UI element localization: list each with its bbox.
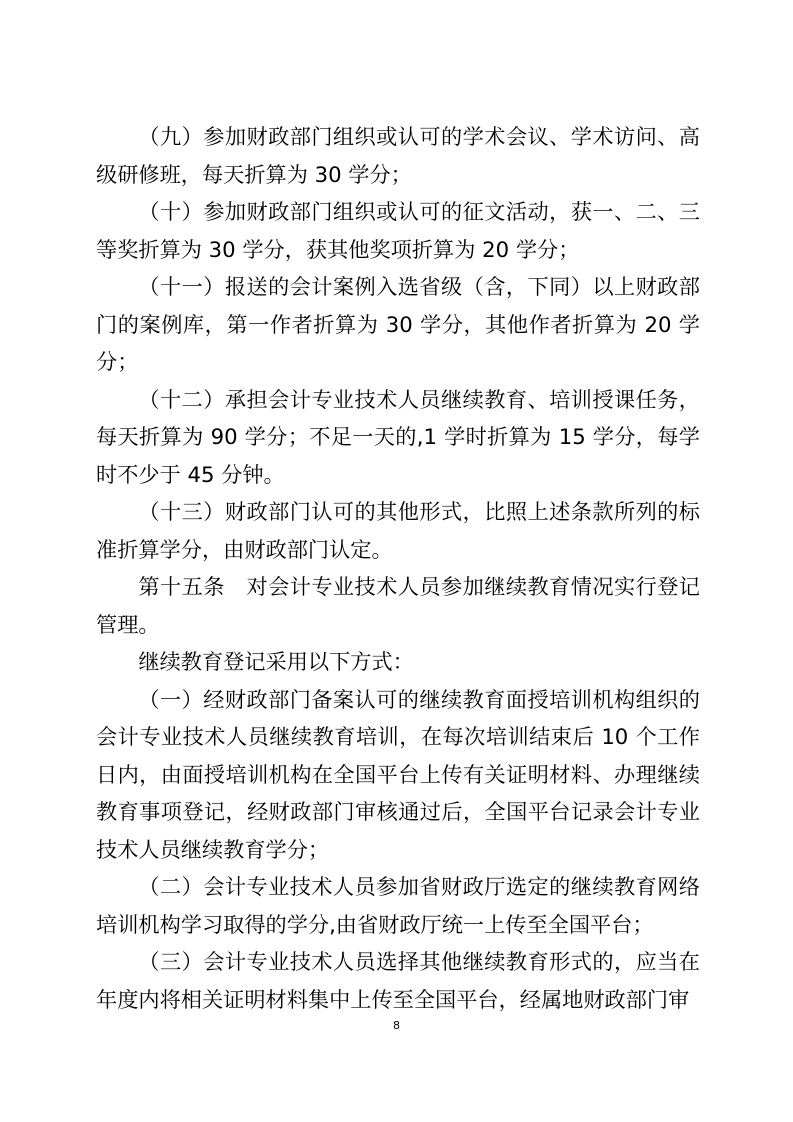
registration-method-2: （二）会计专业技术人员参加省财政厅选定的继续教育网络培训机构学习取得的学分,由省财政厅统一上传至全国平台；: [96, 874, 700, 937]
paragraph-item-9: （九）参加财政部门组织或认可的学术会议、学术访问、高级研修班，每天折算为 30 学分；: [96, 124, 700, 187]
registration-method-1: （一）经财政部门备案认可的继续教育面授培训机构组织的会计专业技术人员继续教育培训，在每次培训结束后 10 个工作日内，由面授培训机构在全国平台上传有关证明材料、办理继续教育事项登记，经财政部门审核通过后，全国平台记录会计专业技术人员继续教育学分；: [96, 686, 700, 862]
document-body: [96, 118, 700, 1018]
article-15-heading: 第十五条 对会计专业技术人员参加继续教育情况实行登记管理。: [96, 574, 700, 637]
paragraph-item-11: （十一）报送的会计案例入选省级（含，下同）以上财政部门的案例库，第一作者折算为 30 学分，其他作者折算为 20 学分；: [96, 274, 700, 374]
page-number: 8: [393, 1019, 400, 1032]
paragraph-item-13: （十三）财政部门认可的其他形式，比照上述条款所列的标准折算学分，由财政部门认定。: [96, 499, 700, 562]
registration-intro: 继续教育登记采用以下方式：: [138, 649, 414, 674]
registration-method-3: （三）会计专业技术人员选择其他继续教育形式的，应当在年度内将相关证明材料集中上传至全国平台，经属地财政部门审: [96, 949, 700, 1012]
paragraph-item-12: （十二）承担会计专业技术人员继续教育、培训授课任务，每天折算为 90 学分；不足一天的,1 学时折算为 15 学分，每学时不少于 45 分钟。: [96, 386, 700, 487]
paragraph-item-10: （十）参加财政部门组织或认可的征文活动，获一、二、三等奖折算为 30 学分，获其他奖项折算为 20 学分；: [96, 199, 700, 262]
